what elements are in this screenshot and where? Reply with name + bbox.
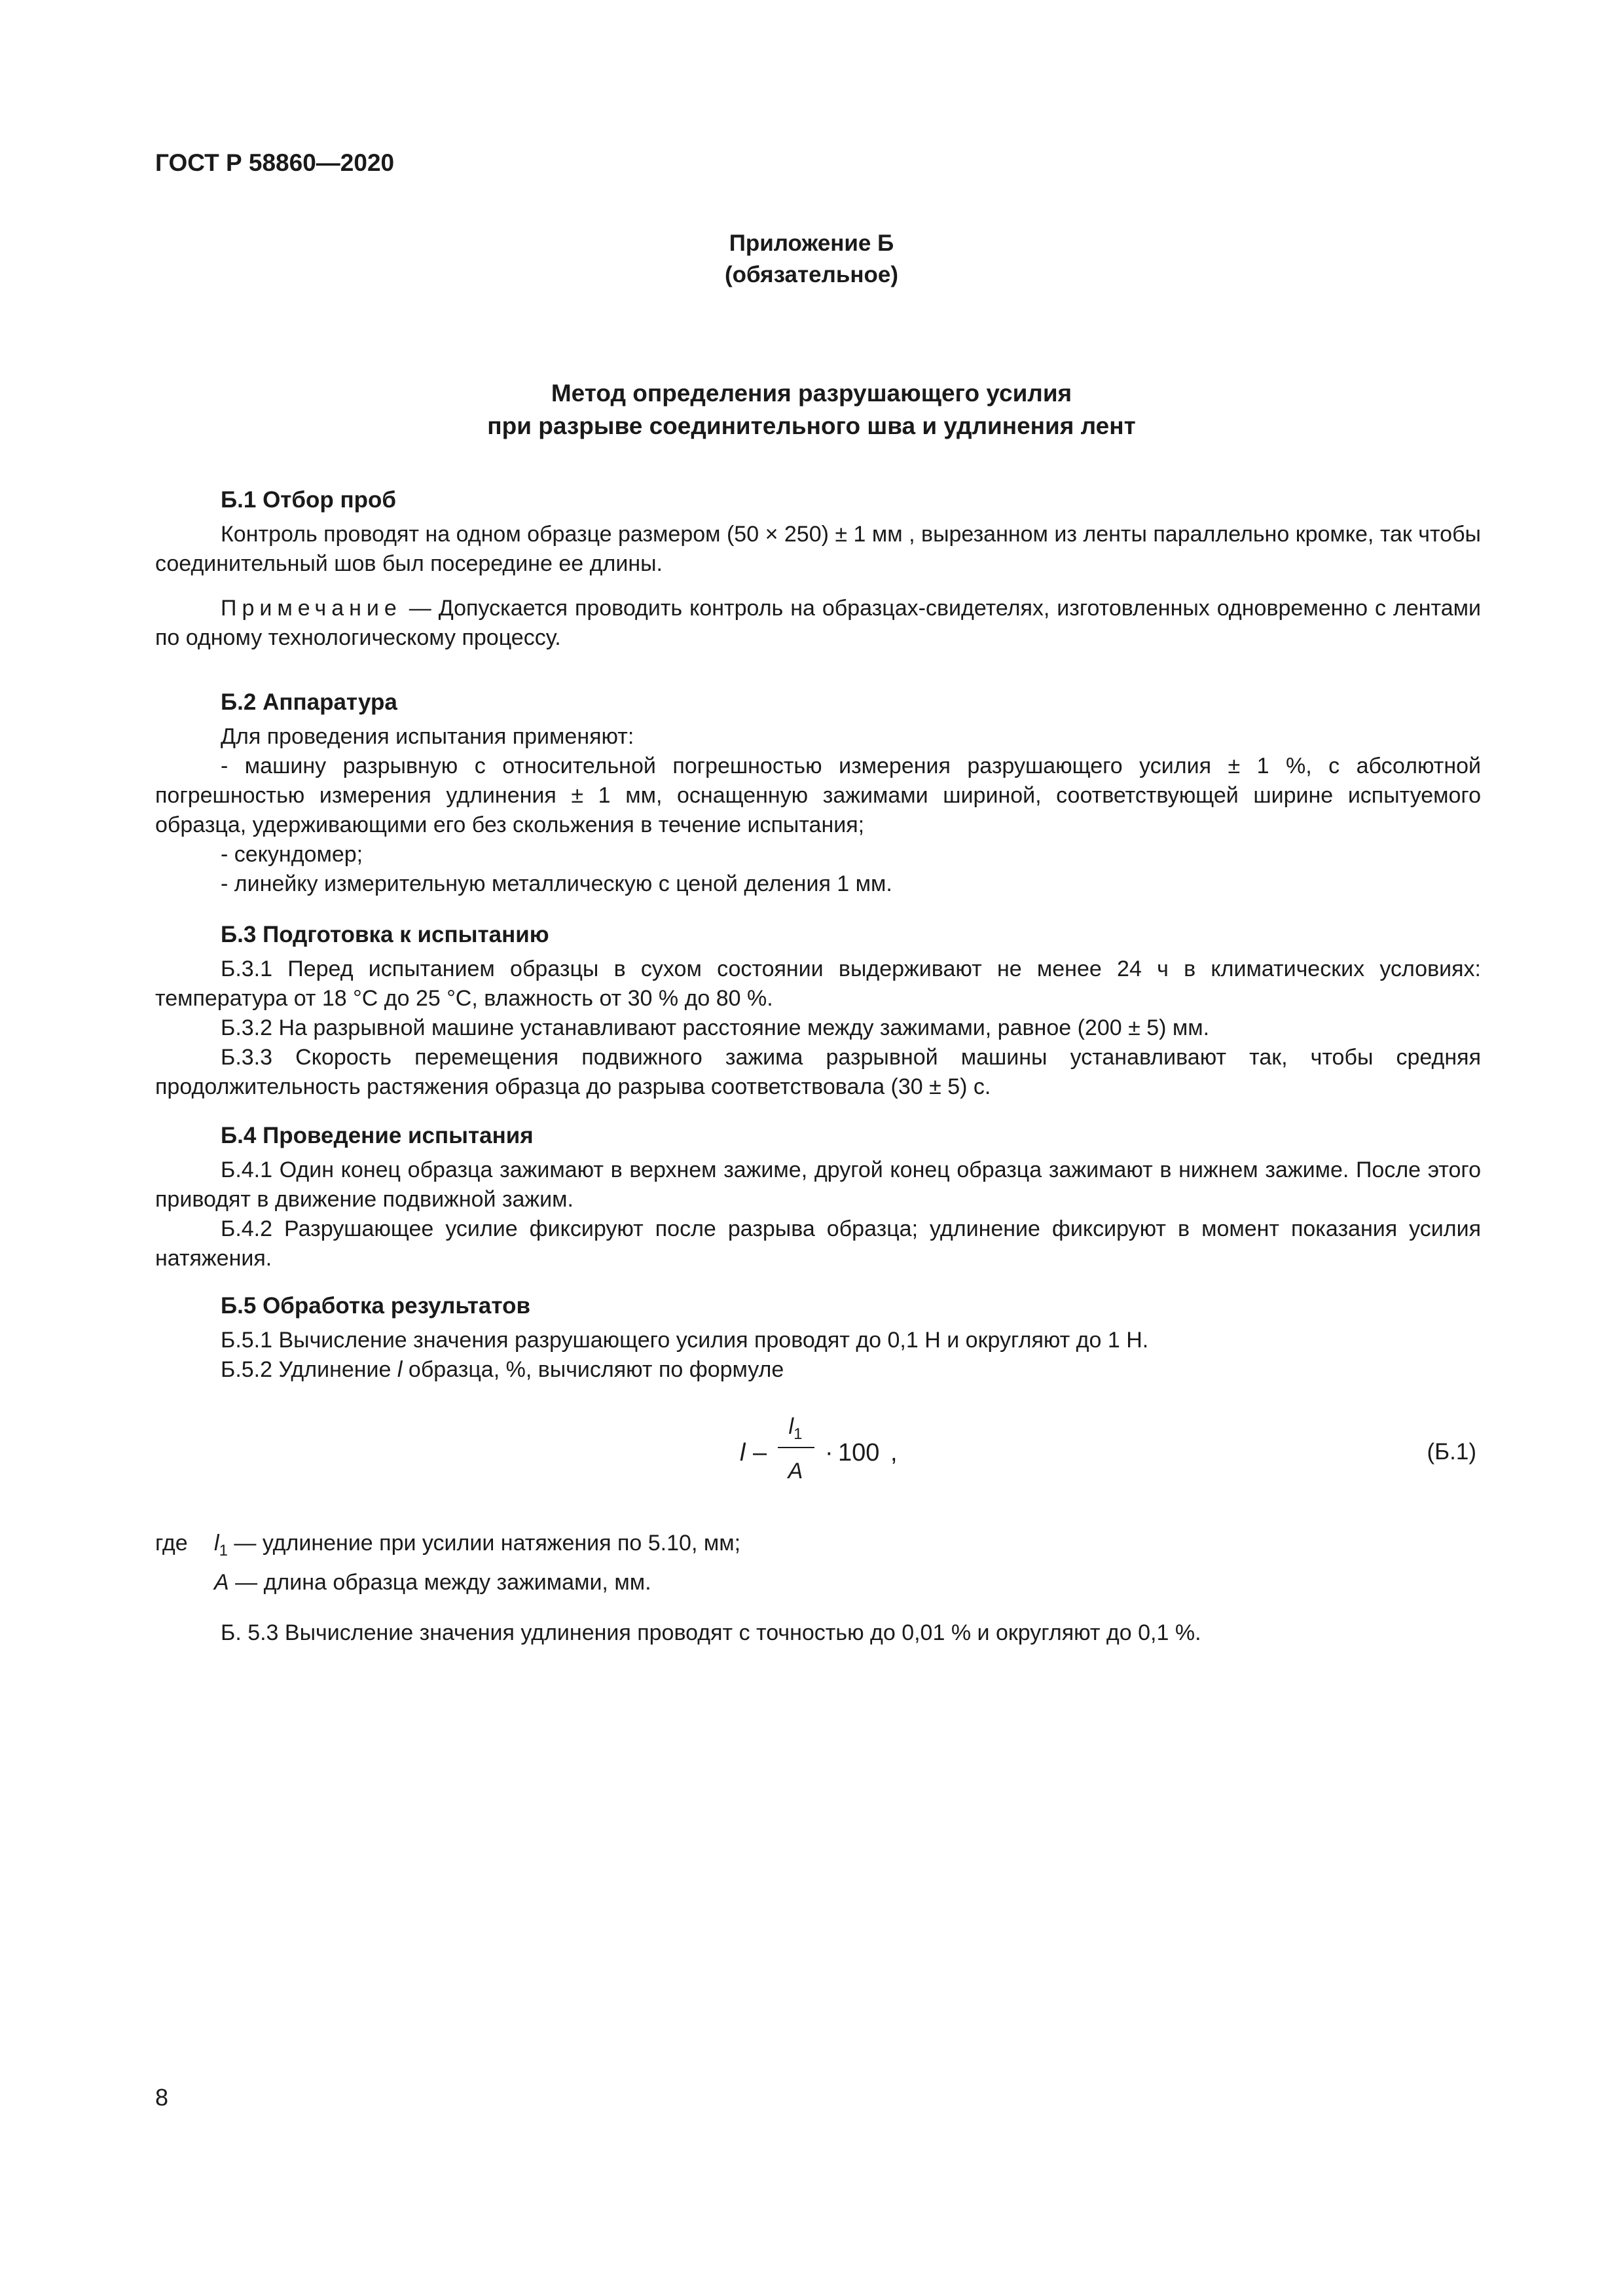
numerator-var: l (788, 1414, 794, 1439)
page-number: 8 (155, 2084, 169, 2111)
fraction-bar (778, 1447, 814, 1448)
document-title-line1: Метод определения разрушающего усилия (551, 380, 1072, 407)
section-heading: Б.4 Проведение испытания (221, 1123, 534, 1148)
paragraph: Б.4.1 Один конец образца зажимают в верхнем зажиме, другой конец образца зажимают в нижнем зажиме. После этого приводят в движение подвижной зажим. (155, 1157, 1481, 1212)
paragraph: Б. 5.3 Вычисление значения удлинения проводят с точностью до 0,01 % и округляют до 0,1 %. (221, 1620, 1201, 1645)
paragraph: Контроль проводят на одном образце размером (50 × 250) ± 1 мм , вырезанном из ленты параллельно кромке, так чтобы соединительный шов был посередине ее длины. (155, 522, 1481, 576)
paragraph (155, 1355, 1481, 1385)
paragraph: Б.5.1 Вычисление значения разрушающего усилия проводят до 0,1 Н и округляют до 1 Н. (221, 1328, 1149, 1353)
section-b3 (155, 920, 1481, 1102)
section-b5-tail (155, 1618, 1481, 1648)
text-run: образца, %, вычисляют по формуле (402, 1357, 784, 1382)
paragraph: Б.3.2 На разрывной машине устанавливают расстояние между зажимами, равное (200 ± 5) мм. (221, 1015, 1210, 1040)
paragraph: Б.3.1 Перед испытанием образцы в сухом состоянии выдерживают не менее 24 ч в климатических условиях: температура от 18 °С до 25 °С, влажность от 30 % до 80 %. (155, 957, 1481, 1011)
list-item: - линейку измерительную металлическую с ценой деления 1 мм. (221, 871, 892, 896)
variable-sub: 1 (219, 1541, 228, 1559)
appendix-status: (обязательное) (724, 262, 898, 287)
where-row (155, 1527, 1481, 1567)
where-label: где (155, 1531, 188, 1556)
section-heading: Б.5 Обработка результатов (221, 1293, 530, 1319)
note-text: — Допускается проводить контроль на образцах-свидетелях, изготовленных одновременно с лентами по одному технологическому процессу. (155, 596, 1481, 650)
section-b1 (155, 485, 1481, 653)
formula-dot: · (825, 1439, 833, 1467)
note (155, 594, 1481, 653)
appendix-title: Приложение Б (729, 230, 894, 256)
section-b2 (155, 687, 1481, 899)
formula-multiplier: 100 (838, 1439, 880, 1467)
variable: l (397, 1357, 403, 1382)
formula-comma: , (890, 1439, 898, 1467)
where-block (155, 1527, 1481, 1598)
formula-number: (Б.1) (1427, 1439, 1476, 1465)
where-row (155, 1567, 1481, 1598)
section-heading: Б.3 Подготовка к испытанию (221, 922, 549, 947)
section-b5 (155, 1291, 1481, 1385)
paragraph: Для проведения испытания применяют: (221, 724, 634, 749)
list-item: - секундомер; (221, 842, 363, 867)
text-run: Б.5.2 Удлинение (221, 1357, 397, 1382)
formula-b1 (740, 1408, 936, 1486)
paragraph: Б.3.3 Скорость перемещения подвижного зажима разрывной машины устанавливают так, чтобы средняя продолжительность растяжения образца до разрыва соответствовала (30 ± 5) с. (155, 1045, 1481, 1099)
definition: — длина образца между зажимами, мм. (228, 1569, 651, 1595)
formula-lhs: l (740, 1439, 746, 1467)
section-heading: Б.2 Аппаратура (221, 689, 397, 715)
document-title-line2: при разрыве соединительного шва и удлинения лент (487, 412, 1136, 439)
paragraph: Б.4.2 Разрушающее усилие фиксируют после разрыва образца; удлинение фиксируют в момент показания усилия натяжения. (155, 1216, 1481, 1271)
document-header: ГОСТ Р 58860—2020 (155, 149, 395, 176)
section-b4 (155, 1121, 1481, 1273)
list-item: - машину разрывную с относительной погрешностью измерения разрушающего усилия ± 1 %, с абсолютной погрешностью измерения удлинения ± 1 мм, оснащенную зажимами шириной, соответствующей ширине испытуемого образца, удерживающими его без скольжения в течение испытания; (155, 754, 1481, 837)
numerator-sub: 1 (793, 1425, 803, 1443)
section-heading: Б.1 Отбор проб (221, 487, 397, 513)
variable: A (214, 1569, 229, 1595)
formula-minus: – (753, 1439, 767, 1467)
note-label: Примечание (221, 596, 402, 621)
variable: l (214, 1531, 219, 1556)
formula-numerator (779, 1414, 812, 1444)
definition: — удлинение при усилии натяжения по 5.10, мм; (227, 1531, 741, 1556)
formula-denominator: A (788, 1459, 803, 1484)
